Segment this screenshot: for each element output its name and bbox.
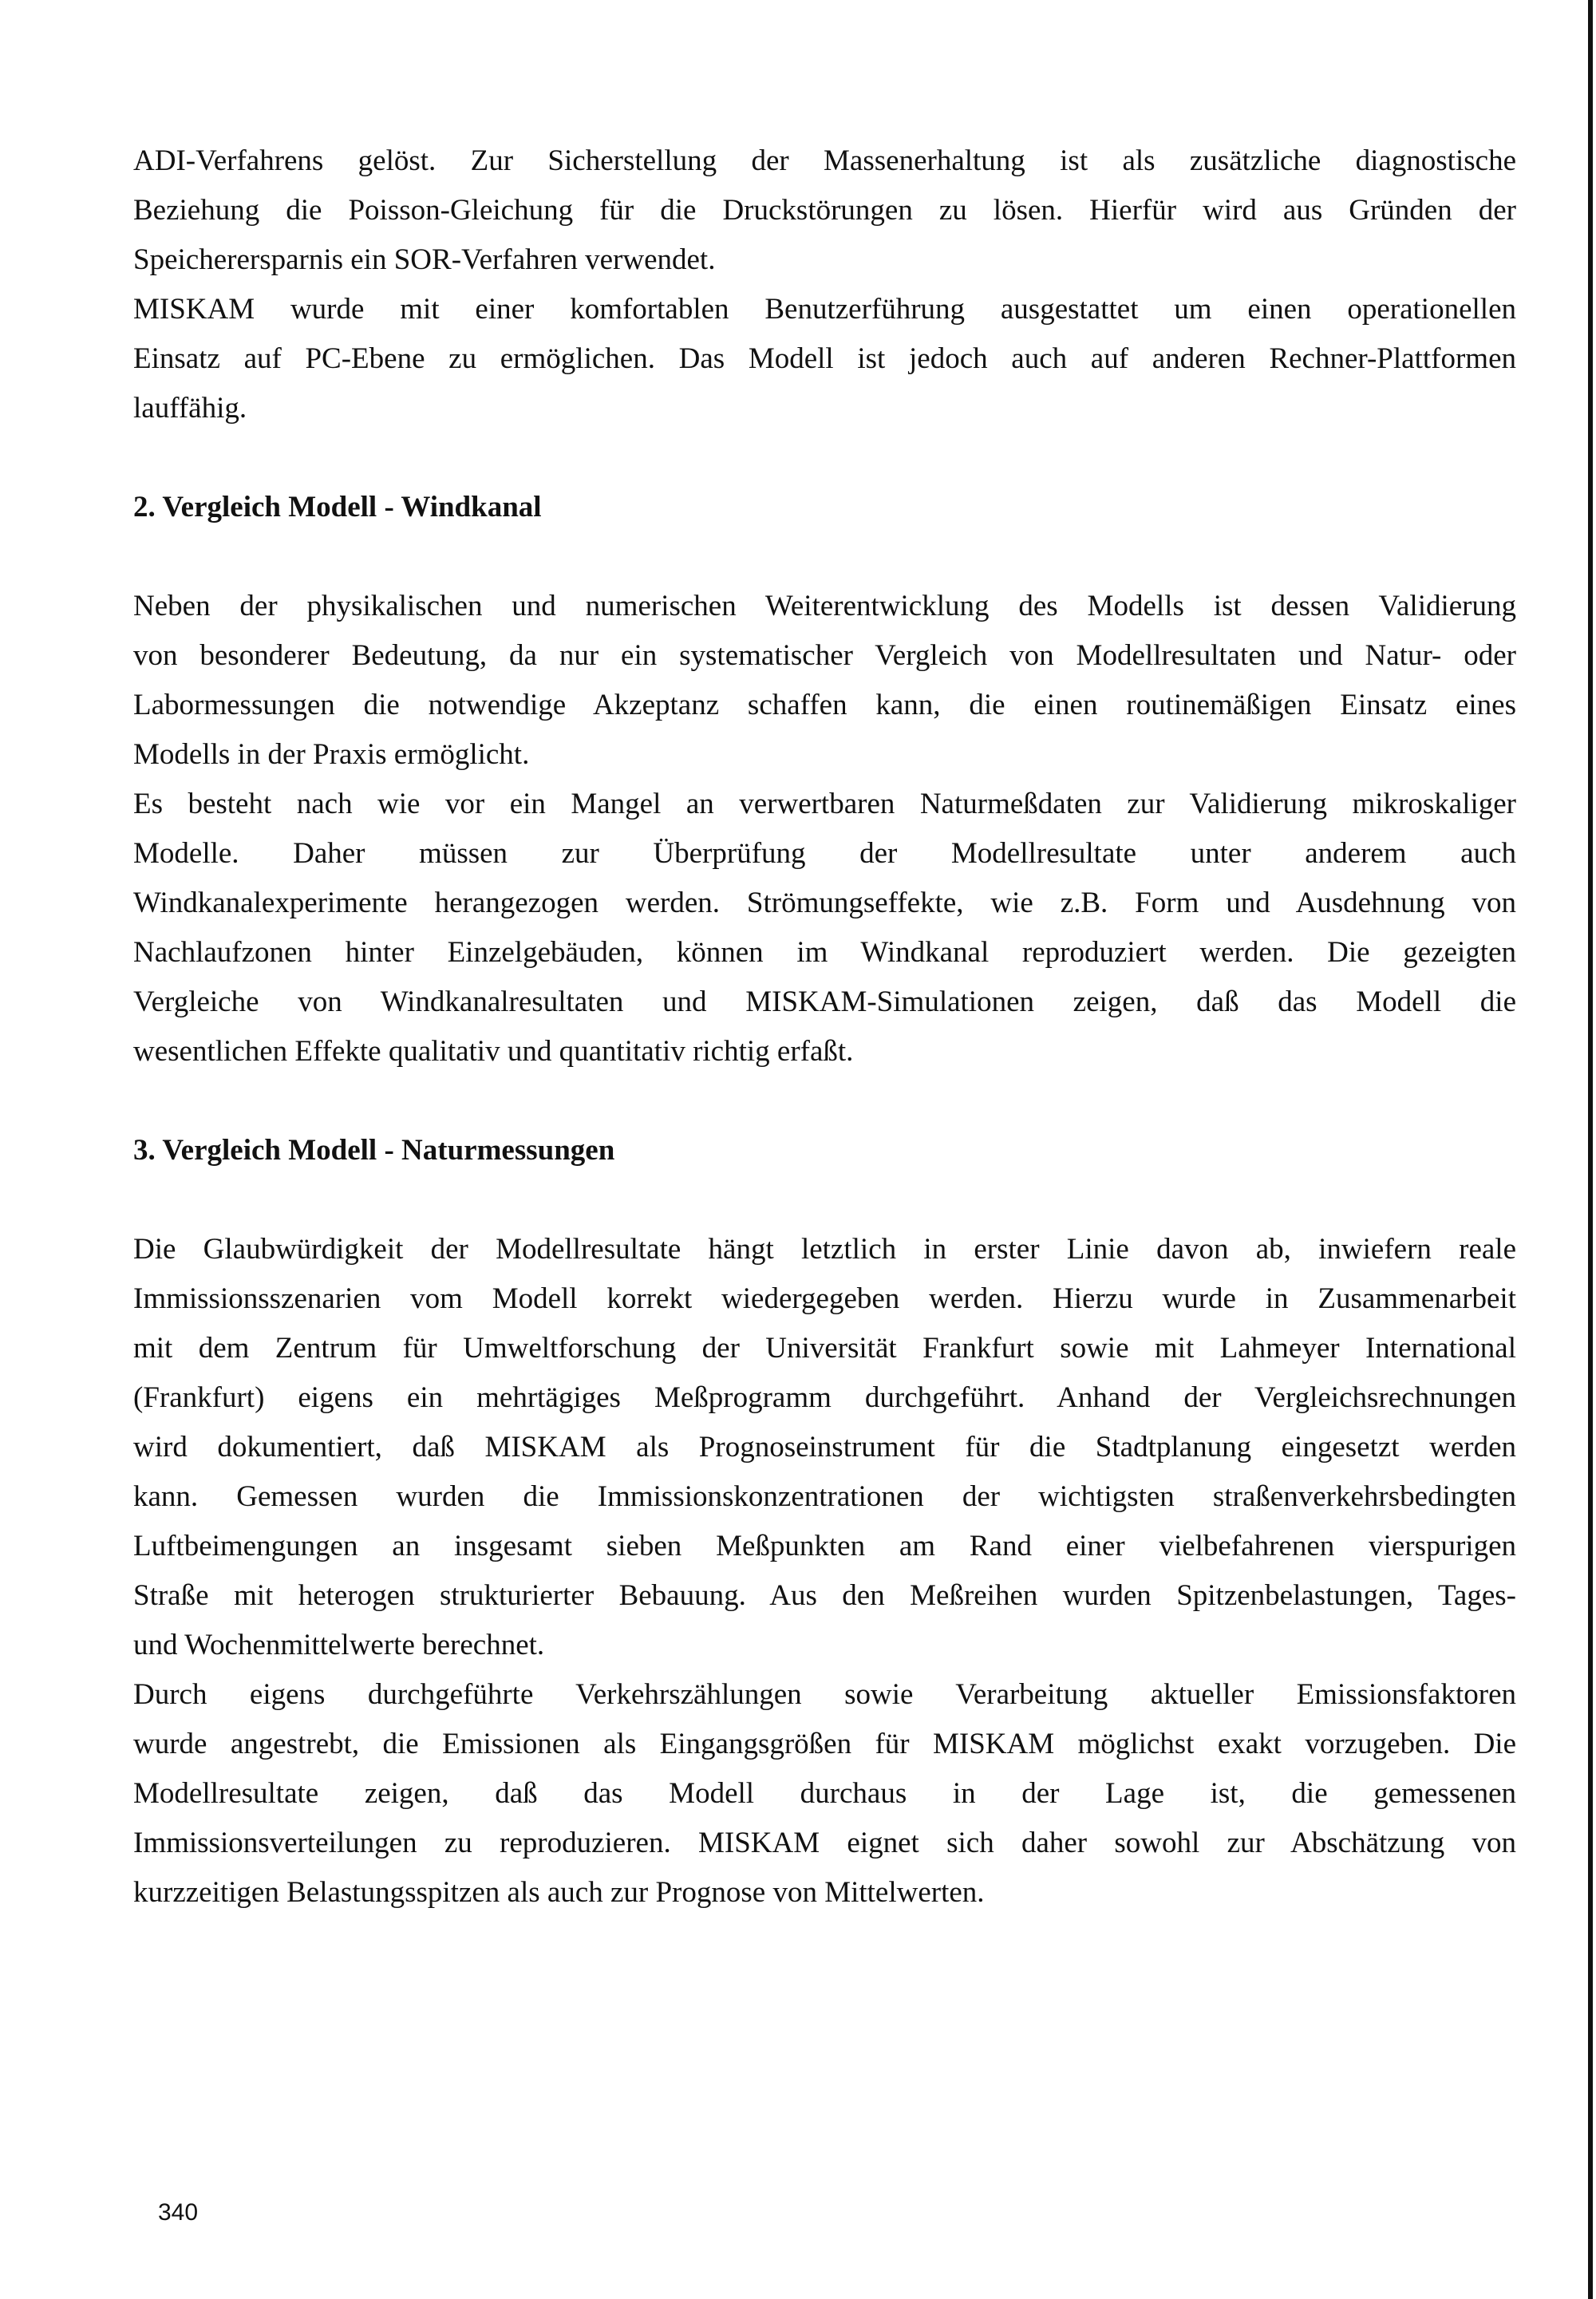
text-line: Immissionsszenarien vom Modell korrekt wiedergegeben werden. Hierzu wurde in Zusammenarbeit [133, 1282, 1516, 1315]
section-heading: 2. Vergleich Modell - Windkanal [133, 491, 542, 523]
text-line: Durch eigens durchgeführte Verkehrszählungen sowie Verarbeitung aktueller Emissionsfaktoren [133, 1678, 1516, 1711]
spacer [133, 532, 1516, 582]
text-line: Einsatz auf PC-Ebene zu ermöglichen. Das Modell ist jedoch auch auf anderen Rechner-Plattformen [133, 342, 1516, 375]
text-line: kurzzeitigen Belastungsspitzen als auch zur Prognose von Mittelwerten. [133, 1876, 985, 1909]
text-line: wurde angestrebt, die Emissionen als Eingangsgrößen für MISKAM möglichst exakt vorzugeben. Die [133, 1728, 1516, 1760]
paragraph [133, 285, 1516, 433]
text-line: Straße mit heterogen strukturierter Bebauung. Aus den Meßreihen wurden Spitzenbelastungen, Tages- [133, 1579, 1516, 1612]
paragraph [133, 136, 1516, 285]
text-line: von besonderer Bedeutung, da nur ein systematischer Vergleich von Modellresultaten und Natur- oder [133, 639, 1516, 672]
paragraph [133, 1225, 1516, 1670]
text-line: Modelle. Daher müssen zur Überprüfung der Modellresultate unter anderem auch [133, 837, 1516, 870]
text-line: Windkanalexperimente herangezogen werden. Strömungseffekte, wie z.B. Form und Ausdehnung von [133, 887, 1516, 919]
text-line: kann. Gemessen wurden die Immissionskonzentrationen der wichtigsten straßenverkehrsbedingten [133, 1480, 1516, 1513]
text-line: Labormessungen die notwendige Akzeptanz schaffen kann, die einen routinemäßigen Einsatz eines [133, 689, 1516, 721]
document-body [133, 136, 1516, 1918]
spacer [133, 1175, 1516, 1225]
text-line: Modells in der Praxis ermöglicht. [133, 738, 530, 771]
section-heading: 3. Vergleich Modell - Naturmessungen [133, 1134, 615, 1167]
text-line: Beziehung die Poisson-Gleichung für die Druckstörungen zu lösen. Hierfür wird aus Gründen der [133, 194, 1516, 227]
text-line: und Wochenmittelwerte berechnet. [133, 1629, 545, 1661]
paragraph [133, 582, 1516, 780]
text-line: Die Glaubwürdigkeit der Modellresultate hängt letztlich in erster Linie davon ab, inwiefern reale [133, 1233, 1516, 1266]
text-line: Nachlaufzonen hinter Einzelgebäuden, können im Windkanal reproduziert werden. Die gezeigten [133, 936, 1516, 969]
text-line: MISKAM wurde mit einer komfortablen Benutzerführung ausgestattet um einen operationellen [133, 293, 1516, 326]
text-line: (Frankfurt) eigens ein mehrtägiges Meßprogramm durchgeführt. Anhand der Vergleichsrechnungen [133, 1381, 1516, 1414]
text-line: ADI-Verfahrens gelöst. Zur Sicherstellung der Massenerhaltung ist als zusätzliche diagnostische [133, 144, 1516, 177]
text-line: mit dem Zentrum für Umweltforschung der Universität Frankfurt sowie mit Lahmeyer International [133, 1332, 1516, 1365]
text-line: wird dokumentiert, daß MISKAM als Prognoseinstrument für die Stadtplanung eingesetzt werden [133, 1431, 1516, 1464]
text-line: Speicherersparnis ein SOR-Verfahren verwendet. [133, 243, 716, 276]
text-line: Modellresultate zeigen, daß das Modell durchaus in der Lage ist, die gemessenen [133, 1777, 1516, 1810]
page-number: 340 [158, 2199, 199, 2226]
paragraph [133, 780, 1516, 1076]
spacer [133, 433, 1516, 483]
text-line: Luftbeimengungen an insgesamt sieben Meßpunkten am Rand einer vielbefahrenen vierspurigen [133, 1530, 1516, 1562]
text-line: Vergleiche von Windkanalresultaten und MISKAM-Simulationen zeigen, daß das Modell die [133, 986, 1516, 1018]
paragraph [133, 1670, 1516, 1918]
text-line: lauffähig. [133, 392, 247, 425]
spacer [133, 1076, 1516, 1126]
text-line: wesentlichen Effekte qualitativ und quantitativ richtig erfaßt. [133, 1035, 854, 1068]
text-line: Immissionsverteilungen zu reproduzieren. MISKAM eignet sich daher sowohl zur Abschätzung von [133, 1827, 1516, 1859]
text-line: Es besteht nach wie vor ein Mangel an verwertbaren Naturmeßdaten zur Validierung mikroskaliger [133, 788, 1516, 820]
text-line: Neben der physikalischen und numerischen Weiterentwicklung des Modells ist dessen Validierung [133, 590, 1516, 622]
scan-edge-border [1588, 0, 1593, 2299]
